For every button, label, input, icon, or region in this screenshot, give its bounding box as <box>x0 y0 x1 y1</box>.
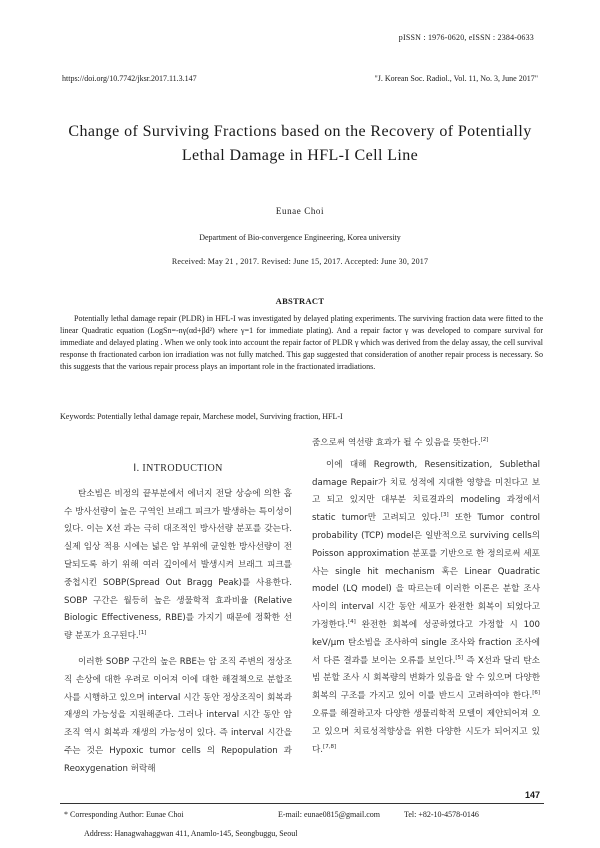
journal-citation: "J. Korean Soc. Radiol., Vol. 11, No. 3, June 2017" <box>374 74 538 83</box>
citation-ref[interactable]: [6] <box>532 690 540 697</box>
paragraph-text: 탄소빔은 비정의 끝부분에서 에너지 전달 상승에 의한 흡수 방사선량이 높은 구역인 브래그 피크가 발생하는 특이성이 있다. 이는 X선 과는 극히 대조적인 방사선량 분포를 갖는다. 실제 임상 적용 시에는 넓은 암 부위에 균일한 방사선량이 전달되도록 하기 위해 여러 깊이에서 발생시켜 브래그 피크를 중첩시킨 SOBP(Spread Out Bragg Peak)를 사용한다. SOBP 구간은 월등히 높은 생물학적 효과비율 (Relative Biologic Effectiveness, RBE)를 가지기 때문에 정확한 선량 분포가 요구된다. <box>64 488 292 642</box>
paragraph <box>312 457 540 760</box>
paper-title <box>40 120 560 168</box>
paragraph-text: 또한 Tumor control probability (TCP) model은 일반적으로 surviving cells의 Poisson approximation 분포를 기반으로 한 정의로써 세포사는 single hit mechanism 혹은 Linear Quadratic model (LQ model) 을 따르는데 이러한 이론은 분할 조사 사이의 interval 시간 동안 세포가 완전한 회복이 되었다고 가정한다. <box>312 513 540 630</box>
author-affiliation: Department of Bio-convergence Engineering, Korea university <box>199 233 401 242</box>
abstract-body: Potentially lethal damage repair (PLDR) in HFL-I was investigated by delayed plating experiments. The surviving fraction data were fitted to the linear Quadratic equation (LogSn=-nγ(αd+βd²) where γ=1 for immediate plating). And a repair factor γ was developed to compare survival for immediate and delayed plating . When we only took into account the repair factor of PLDR γ which was derived from the delay assay, the cell survival response th fractionated carbon ion irradiation was not fully matched. This gap suggested that consideration of another repair process is necessary. So this suggests that the various repair process plays an important role in the fractionated irradiations. <box>60 314 543 372</box>
footnote-phone: Tel: +82-10-4578-0146 <box>404 810 479 819</box>
left-column <box>64 432 292 779</box>
paragraph-text: 즉 X선과 달리 탄소빔 분할 조사 시 회복량의 변화가 있음을 알 수 있으며 다양한 회복의 구조를 가지고 있어 이를 반드시 고려하여야 한다. <box>312 655 540 702</box>
title-line-2: Lethal Damage in HFL-I Cell Line <box>181 147 419 164</box>
right-column <box>312 432 540 759</box>
citation-ref[interactable]: [3] <box>440 512 449 519</box>
footnote-divider <box>60 803 544 804</box>
footnote-email[interactable]: E-mail: eunae0815@gmail.com <box>278 810 381 819</box>
paragraph: 이러한 SOBP 구간의 높은 RBE는 암 조직 주변의 정상조직 손상에 대한 우려로 이어져 이에 대한 해결책으로 분할조사를 시행하고 있으며 interval 시간 동안 정상조직이 회복과 재생의 가능성을 지원해준다. 그러나 interval 시간 동안 암 조직 역시 회복과 재생의 가능성이 있다. 즉 interval 시간을 주는 것은 Hypoxic tumor cells 의 Repopulation 과 Reoxygenation 허락해 <box>64 656 292 774</box>
author-name: Eunae Choi <box>275 206 325 216</box>
citation-ref[interactable]: [7,8] <box>323 743 337 750</box>
abstract-heading: ABSTRACT <box>275 296 325 306</box>
paragraph-text: 오류를 해결하고자 다양한 생물리학적 모델이 제안되어져 오고 있으며 치료성적향상을 위한 다양한 시도가 되어지고 있다. <box>312 708 540 755</box>
paragraph-text: 이에 대해 Regrowth, Resensitization, Sublethal damage Repair가 치료 성적에 지대한 영향을 미친다고 보고 되고 있지만 대부분 치료결과의 modeling 과정에서 static tumor만 고려되고 있다. <box>312 459 540 524</box>
title-line-1: Change of Surviving Fractions based on the Recovery of Potentially <box>68 123 532 140</box>
submission-dates: Received: May 21 , 2017. Revised: June 15, 2017. Accepted: June 30, 2017 <box>171 257 429 266</box>
paragraph-text: 줌으로써 역선량 효과가 될 수 있음을 뜻한다. <box>312 438 481 448</box>
keywords: Keywords: Potentially lethal damage repair, Marchese model, Surviving fraction, HFL-I <box>60 412 343 421</box>
citation-ref[interactable]: [5] <box>455 654 464 661</box>
paragraph <box>64 486 292 646</box>
footnote-address: Address: Hanagwahaggwan 411, Anamlo-145, Seongbuggu, Seoul <box>84 829 298 838</box>
citation-ref[interactable]: [2] <box>480 437 489 444</box>
doi-link[interactable]: https://doi.org/10.7742/jksr.2017.11.3.147 <box>62 74 197 83</box>
paragraph <box>312 435 540 453</box>
section-heading-introduction: Ⅰ. INTRODUCTION <box>133 463 223 474</box>
footnote-corresponding-author: * Corresponding Author: Eunae Choi <box>64 810 184 819</box>
issn-line: pISSN : 1976-0620, eISSN : 2384-0633 <box>398 33 534 42</box>
page-number: 147 <box>524 790 540 800</box>
citation-ref[interactable]: [4] <box>347 619 356 626</box>
citation-ref[interactable]: [1] <box>138 630 147 637</box>
paragraph-text: 완전한 회복에 성공하였다고 가정할 시 100 keV/μm 탄소빔을 조사하여 single 조사와 fraction 조사에서 다른 결과를 보이는 오류를 보인다. <box>312 619 540 666</box>
